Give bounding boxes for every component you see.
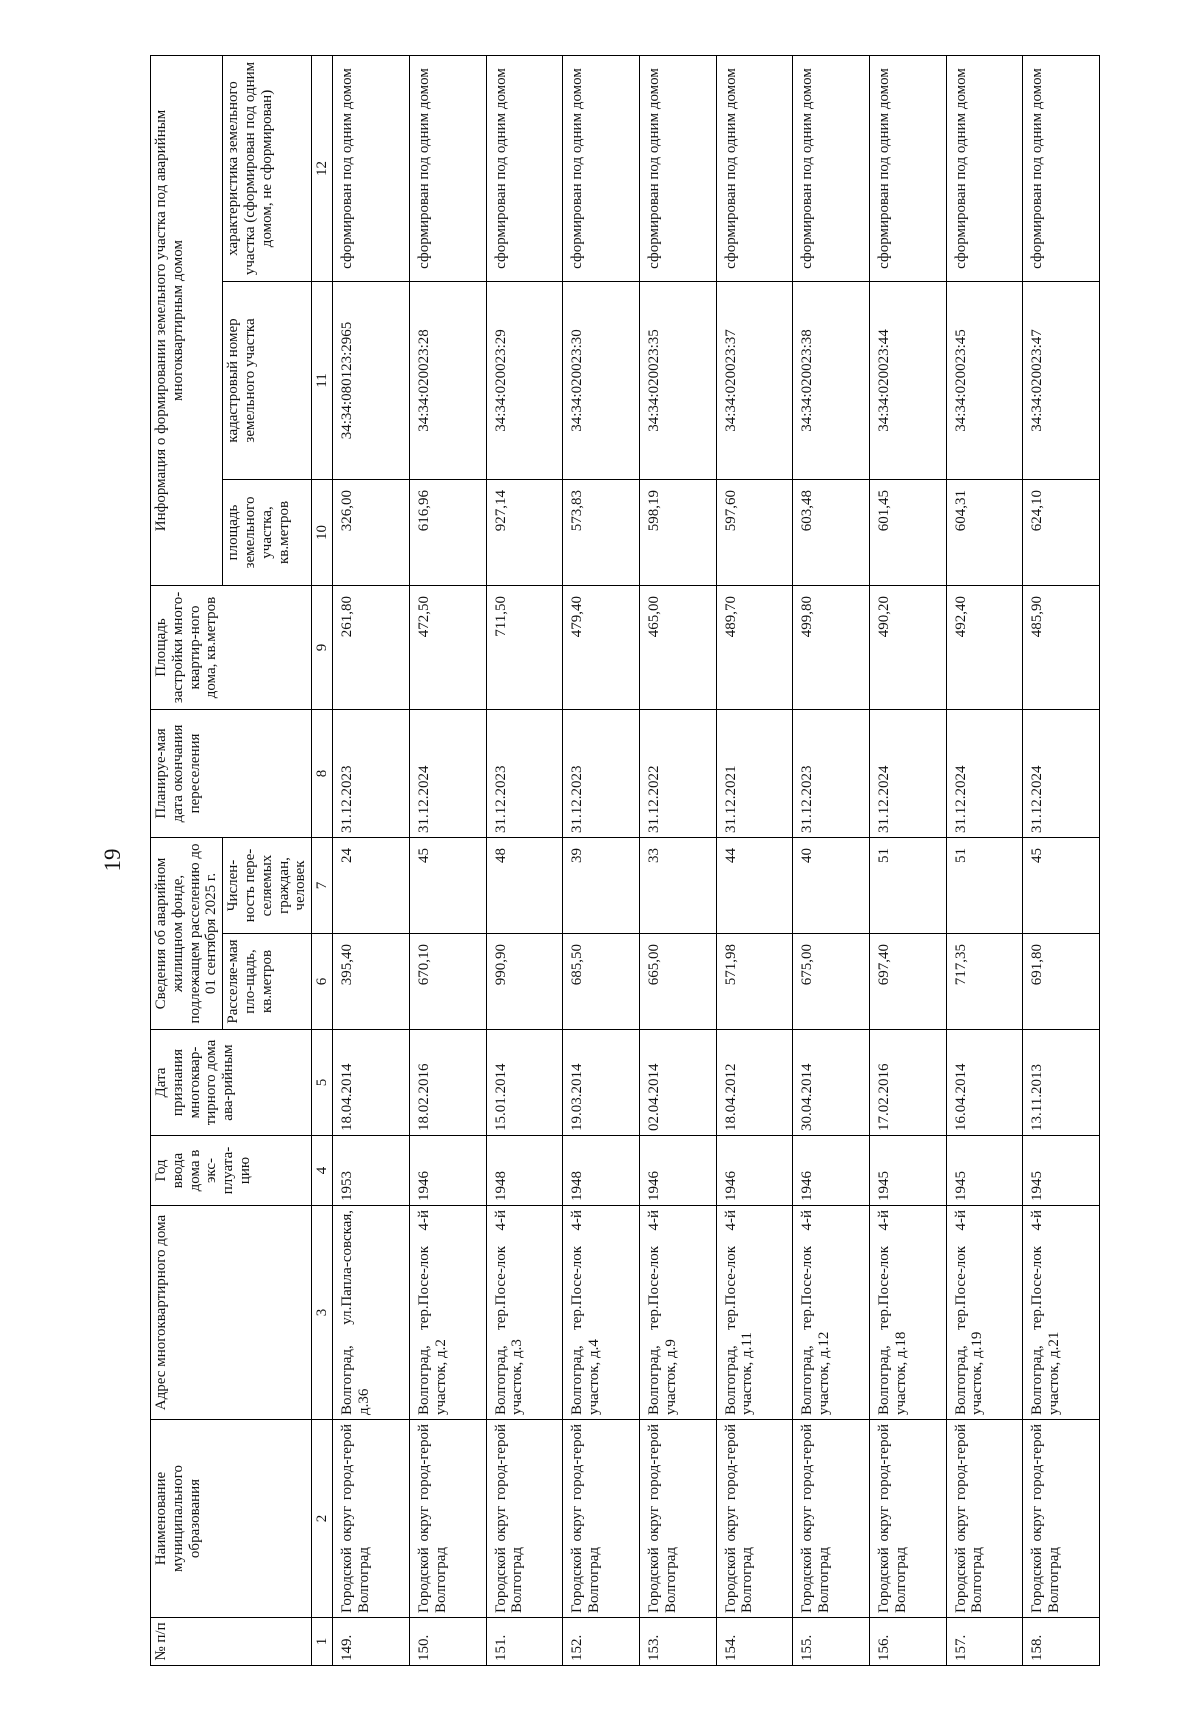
table-row <box>333 55 410 1665</box>
build-area-cell: 261,80 <box>333 585 410 709</box>
table-row <box>793 55 870 1665</box>
municipality-cell: Городской округ город-герой Волгоград <box>409 1420 486 1618</box>
cadastral-number-cell: 34:34:020023:37 <box>716 281 793 479</box>
header-people: Числен-ность пере-селяемых граждан, человек <box>223 837 312 933</box>
land-characteristic-cell: сформирован под одним домом <box>716 55 793 281</box>
municipality-cell: Городской округ город-герой Волгоград <box>333 1420 410 1618</box>
year-cell: 1946 <box>716 1136 793 1206</box>
resettled-area-cell: 691,80 <box>1023 934 1100 1030</box>
row-number: 155. <box>793 1618 870 1666</box>
resettled-area-cell: 717,35 <box>946 934 1023 1030</box>
cadastral-number-cell: 34:34:020023:29 <box>486 281 563 479</box>
year-cell: 1948 <box>486 1136 563 1206</box>
planned-end-date-cell: 31.12.2023 <box>486 709 563 837</box>
land-area-cell: 603,48 <box>793 479 870 585</box>
land-characteristic-cell: сформирован под одним домом <box>486 55 563 281</box>
row-number: 156. <box>869 1618 946 1666</box>
planned-end-date-cell: 31.12.2024 <box>1023 709 1100 837</box>
build-area-cell: 479,40 <box>563 585 640 709</box>
header-land-area: площадь земельного участка, кв.метров <box>223 479 312 585</box>
land-area-cell: 597,60 <box>716 479 793 585</box>
cadastral-number-cell: 34:34:020023:38 <box>793 281 870 479</box>
column-index: 7 <box>312 837 333 933</box>
rotated-table-wrapper <box>150 56 1100 1666</box>
row-number: 153. <box>639 1618 716 1666</box>
column-index: 3 <box>312 1206 333 1420</box>
column-index: 12 <box>312 55 333 281</box>
header-group-housing-info: Сведения об аварийном жилищном фонде, подлежащем расселению до 01 сентября 2025 г. <box>151 837 223 1029</box>
cadastral-number-cell: 34:34:080123:2965 <box>333 281 410 479</box>
resettled-area-cell: 395,40 <box>333 934 410 1030</box>
row-number: 149. <box>333 1618 410 1666</box>
land-characteristic-cell: сформирован под одним домом <box>793 55 870 281</box>
address-cell: Волгоград, тер.Посе-лок 4-й участок, д.11 <box>716 1206 793 1420</box>
header-year: Год ввода дома в экс-плуата-цию <box>151 1136 312 1206</box>
cadastral-number-cell: 34:34:020023:30 <box>563 281 640 479</box>
municipality-cell: Городской округ город-герой Волгоград <box>946 1420 1023 1618</box>
column-index: 5 <box>312 1030 333 1136</box>
build-area-cell: 492,40 <box>946 585 1023 709</box>
planned-end-date-cell: 31.12.2022 <box>639 709 716 837</box>
planned-end-date-cell: 31.12.2024 <box>869 709 946 837</box>
resettled-area-cell: 675,00 <box>793 934 870 1030</box>
resettled-area-cell: 571,98 <box>716 934 793 1030</box>
build-area-cell: 472,50 <box>409 585 486 709</box>
column-index: 9 <box>312 585 333 709</box>
land-area-cell: 573,83 <box>563 479 640 585</box>
header-cadastral: кадастровый номер земельного участка <box>223 281 312 479</box>
recognition-date-cell: 02.04.2014 <box>639 1030 716 1136</box>
land-characteristic-cell: сформирован под одним домом <box>409 55 486 281</box>
row-number: 152. <box>563 1618 640 1666</box>
people-count-cell: 44 <box>716 837 793 933</box>
municipality-cell: Городской округ город-герой Волгоград <box>1023 1420 1100 1618</box>
row-number: 157. <box>946 1618 1023 1666</box>
header-group-land-info: Информация о формировании земельного участка под аварийным многоквартирным домом <box>151 55 223 585</box>
recognition-date-cell: 17.02.2016 <box>869 1030 946 1136</box>
column-index: 1 <box>312 1618 333 1666</box>
resettled-area-cell: 697,40 <box>869 934 946 1030</box>
land-characteristic-cell: сформирован под одним домом <box>869 55 946 281</box>
address-cell: Волгоград, тер.Посе-лок 4-й участок, д.4 <box>563 1206 640 1420</box>
land-area-cell: 598,19 <box>639 479 716 585</box>
table-row <box>1023 55 1100 1665</box>
column-index: 10 <box>312 479 333 585</box>
recognition-date-cell: 18.04.2014 <box>333 1030 410 1136</box>
header-row-1 <box>151 55 223 1665</box>
address-cell: Волгоград, тер.Посе-лок 4-й участок, д.18 <box>869 1206 946 1420</box>
table-row <box>716 55 793 1665</box>
address-cell: Волгоград, ул.Папла-совская, д.36 <box>333 1206 410 1420</box>
header-build-area: Площадь застройки много-квартир-ного дома, кв.метров <box>151 585 312 709</box>
year-cell: 1948 <box>563 1136 640 1206</box>
recognition-date-cell: 15.01.2014 <box>486 1030 563 1136</box>
land-characteristic-cell: сформирован под одним домом <box>639 55 716 281</box>
header-recognition-date: Дата признания многоквар-тирного дома ава-рийным <box>151 1030 312 1136</box>
table-row <box>869 55 946 1665</box>
planned-end-date-cell: 31.12.2024 <box>409 709 486 837</box>
row-number: 154. <box>716 1618 793 1666</box>
municipality-cell: Городской округ город-герой Волгоград <box>639 1420 716 1618</box>
address-cell: Волгоград, тер.Посе-лок 4-й участок, д.21 <box>1023 1206 1100 1420</box>
row-number: 150. <box>409 1618 486 1666</box>
address-cell: Волгоград, тер.Посе-лок 4-й участок, д.3 <box>486 1206 563 1420</box>
build-area-cell: 711,50 <box>486 585 563 709</box>
build-area-cell: 490,20 <box>869 585 946 709</box>
municipality-cell: Городской округ город-герой Волгоград <box>486 1420 563 1618</box>
column-index: 6 <box>312 934 333 1030</box>
municipality-cell: Городской округ город-герой Волгоград <box>869 1420 946 1618</box>
recognition-date-cell: 18.02.2016 <box>409 1030 486 1136</box>
people-count-cell: 51 <box>946 837 1023 933</box>
planned-end-date-cell: 31.12.2023 <box>793 709 870 837</box>
header-municipality: Наименование муниципального образования <box>151 1420 312 1618</box>
people-count-cell: 39 <box>563 837 640 933</box>
year-cell: 1946 <box>409 1136 486 1206</box>
header-address: Адрес многоквартирного дома <box>151 1206 312 1420</box>
land-characteristic-cell: сформирован под одним домом <box>946 55 1023 281</box>
people-count-cell: 48 <box>486 837 563 933</box>
build-area-cell: 485,90 <box>1023 585 1100 709</box>
cadastral-number-cell: 34:34:020023:35 <box>639 281 716 479</box>
land-characteristic-cell: сформирован под одним домом <box>563 55 640 281</box>
people-count-cell: 40 <box>793 837 870 933</box>
year-cell: 1945 <box>946 1136 1023 1206</box>
planned-end-date-cell: 31.12.2021 <box>716 709 793 837</box>
address-cell: Волгоград, тер.Посе-лок 4-й участок, д.9 <box>639 1206 716 1420</box>
year-cell: 1945 <box>869 1136 946 1206</box>
cadastral-number-cell: 34:34:020023:28 <box>409 281 486 479</box>
land-area-cell: 927,14 <box>486 479 563 585</box>
people-count-cell: 24 <box>333 837 410 933</box>
header-number: № п/п <box>151 1618 312 1666</box>
header-planned-end: Планируе-мая дата окончания переселения <box>151 709 312 837</box>
column-index: 8 <box>312 709 333 837</box>
resettled-area-cell: 990,90 <box>486 934 563 1030</box>
municipality-cell: Городской округ город-герой Волгоград <box>793 1420 870 1618</box>
land-characteristic-cell: сформирован под одним домом <box>333 55 410 281</box>
column-index: 4 <box>312 1136 333 1206</box>
header-resettled-area: Расселяе-мая пло-щадь, кв.метров <box>223 934 312 1030</box>
year-cell: 1946 <box>639 1136 716 1206</box>
land-area-cell: 601,45 <box>869 479 946 585</box>
recognition-date-cell: 19.03.2014 <box>563 1030 640 1136</box>
cadastral-number-cell: 34:34:020023:44 <box>869 281 946 479</box>
build-area-cell: 499,80 <box>793 585 870 709</box>
row-number: 151. <box>486 1618 563 1666</box>
land-area-cell: 604,31 <box>946 479 1023 585</box>
build-area-cell: 489,70 <box>716 585 793 709</box>
municipality-cell: Городской округ город-герой Волгоград <box>716 1420 793 1618</box>
people-count-cell: 45 <box>1023 837 1100 933</box>
planned-end-date-cell: 31.12.2023 <box>563 709 640 837</box>
column-index: 11 <box>312 281 333 479</box>
planned-end-date-cell: 31.12.2024 <box>946 709 1023 837</box>
table-body <box>333 55 1100 1665</box>
column-index-row <box>312 55 333 1665</box>
recognition-date-cell: 18.04.2012 <box>716 1030 793 1136</box>
resettled-area-cell: 665,00 <box>639 934 716 1030</box>
land-characteristic-cell: сформирован под одним домом <box>1023 55 1100 281</box>
column-index: 2 <box>312 1420 333 1618</box>
page-number: 19 <box>100 848 125 872</box>
recognition-date-cell: 13.11.2013 <box>1023 1030 1100 1136</box>
people-count-cell: 51 <box>869 837 946 933</box>
resettled-area-cell: 685,50 <box>563 934 640 1030</box>
land-area-cell: 616,96 <box>409 479 486 585</box>
address-cell: Волгоград, тер.Посе-лок 4-й участок, д.12 <box>793 1206 870 1420</box>
cadastral-number-cell: 34:34:020023:47 <box>1023 281 1100 479</box>
header-land-characteristic: характеристика земельного участка (сформирован под одним домом, не сформирован) <box>223 55 312 281</box>
people-count-cell: 45 <box>409 837 486 933</box>
recognition-date-cell: 16.04.2014 <box>946 1030 1023 1136</box>
table-row <box>639 55 716 1665</box>
municipality-cell: Городской округ город-герой Волгоград <box>563 1420 640 1618</box>
land-area-cell: 326,00 <box>333 479 410 585</box>
emergency-housing-table <box>150 55 1100 1666</box>
build-area-cell: 465,00 <box>639 585 716 709</box>
table-row <box>409 55 486 1665</box>
planned-end-date-cell: 31.12.2023 <box>333 709 410 837</box>
year-cell: 1946 <box>793 1136 870 1206</box>
land-area-cell: 624,10 <box>1023 479 1100 585</box>
row-number: 158. <box>1023 1618 1100 1666</box>
recognition-date-cell: 30.04.2014 <box>793 1030 870 1136</box>
year-cell: 1945 <box>1023 1136 1100 1206</box>
address-cell: Волгоград, тер.Посе-лок 4-й участок, д.19 <box>946 1206 1023 1420</box>
people-count-cell: 33 <box>639 837 716 933</box>
address-cell: Волгоград, тер.Посе-лок 4-й участок, д.2 <box>409 1206 486 1420</box>
resettled-area-cell: 670,10 <box>409 934 486 1030</box>
cadastral-number-cell: 34:34:020023:45 <box>946 281 1023 479</box>
table-row <box>563 55 640 1665</box>
table-row <box>946 55 1023 1665</box>
year-cell: 1953 <box>333 1136 410 1206</box>
table-row <box>486 55 563 1665</box>
